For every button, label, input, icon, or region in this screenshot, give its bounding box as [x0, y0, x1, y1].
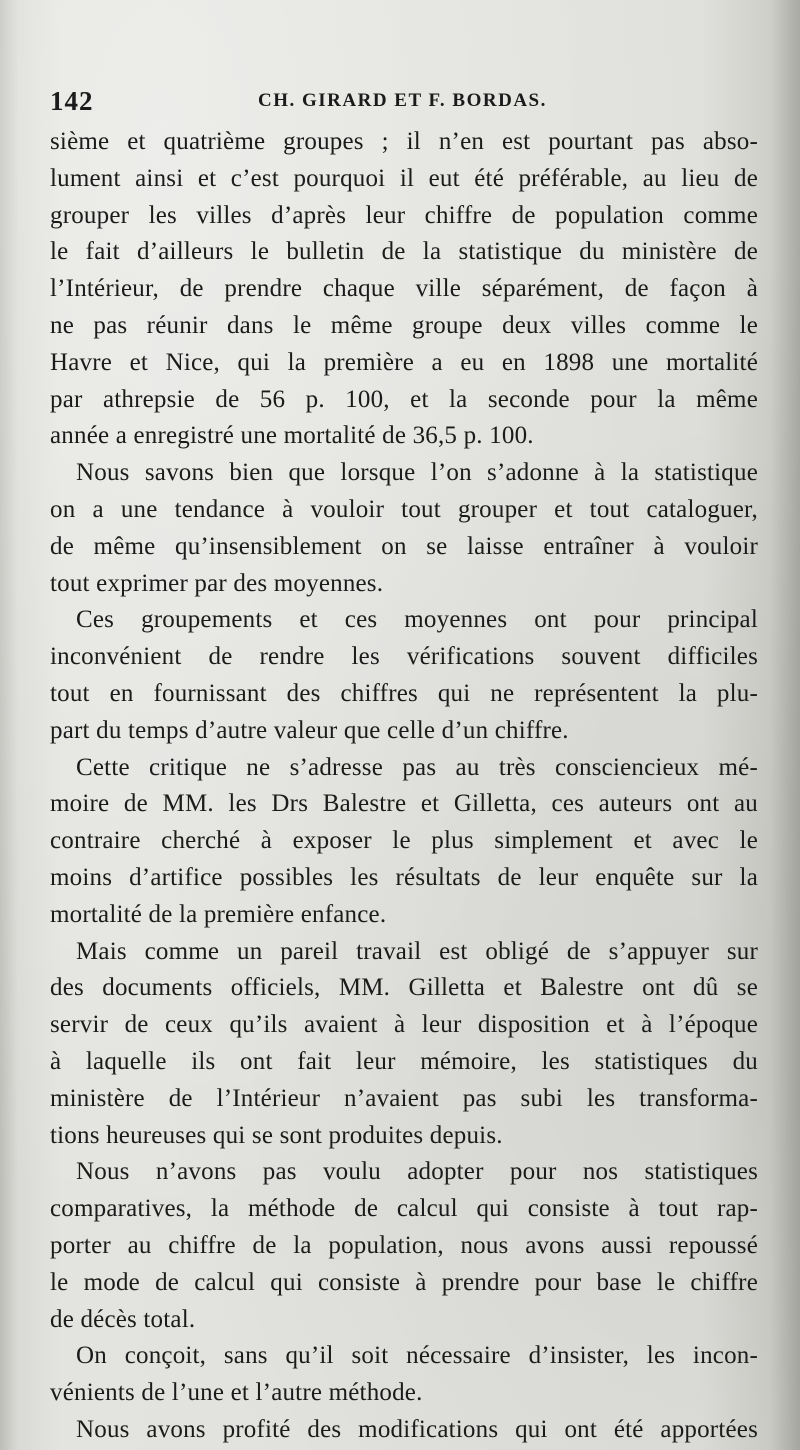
text-line: à laquelle ils ont fait leur mémoire, les statistiques du [50, 1047, 758, 1075]
text-line: de décès total. [50, 1305, 196, 1333]
text-line: tions heureuses qui se sont produites depuis. [50, 1121, 503, 1149]
text-line: ministère de l’Intérieur n’avaient pas subi les transforma- [50, 1084, 758, 1112]
text-line: comparatives, la méthode de calcul qui consiste à tout rap- [50, 1195, 758, 1223]
text-line: moins d’artifice possibles les résultats de leur enquête sur la [50, 863, 758, 891]
text-line: on a une tendance à vouloir tout grouper et tout cataloguer, [50, 495, 758, 523]
text-line: par athrepsie de 56 p. 100, et la seconde pour la même [50, 385, 758, 413]
text-line: Havre et Nice, qui la première a eu en 1898 une mortalité [50, 348, 758, 376]
text-line: l’Intérieur, de prendre chaque ville séparément, de façon à [50, 275, 758, 303]
text-line: des documents officiels, MM. Gilletta et Balestre ont dû se [50, 974, 758, 1002]
text-line: inconvénient de rendre les vérifications souvent difficiles [50, 643, 758, 671]
text-line: Nous n’avons pas voulu adopter pour nos statistiques [76, 1158, 758, 1186]
text-line: lument ainsi et c’est pourquoi il eut été préférable, au lieu de [50, 164, 758, 192]
text-line: Nous savons bien que lorsque l’on s’adonne à la statistique [76, 459, 758, 487]
text-line: moire de MM. les Drs Balestre et Gilletta, ces auteurs ont au [50, 790, 758, 818]
text-line: On conçoit, sans qu’il soit nécessaire d’insister, les incon- [76, 1342, 758, 1370]
text-line: Mais comme un pareil travail est obligé de s’appuyer sur [76, 937, 758, 965]
text-line: le fait d’ailleurs le bulletin de la statistique du ministère de [50, 238, 758, 266]
text-line: part du temps d’autre valeur que celle d’un chiffre. [50, 716, 569, 744]
page-header [50, 86, 760, 116]
text-line: année a enregistré une mortalité de 36,5 p. 100. [50, 422, 534, 450]
text-line: tout en fournissant des chiffres qui ne représentent la plu- [50, 679, 758, 707]
text-line: le mode de calcul qui consiste à prendre pour base le chiffre [50, 1268, 758, 1296]
text-line: grouper les villes d’après leur chiffre de population comme [50, 201, 758, 229]
text-line: Cette critique ne s’adresse pas au très consciencieux mé- [76, 753, 758, 781]
text-line: porter au chiffre de la population, nous avons aussi repoussé [50, 1231, 758, 1259]
text-line: sième et quatrième groupes ; il n’en est pourtant pas abso- [50, 128, 758, 155]
running-head: CH. GIRARD ET F. BORDAS. [258, 90, 547, 111]
text-line: contraire cherché à exposer le plus simplement et avec le [50, 827, 758, 855]
page-number: 142 [50, 86, 94, 116]
text-line: vénients de l’une et l’autre méthode. [50, 1379, 423, 1407]
text-line: Nous avons profité des modifications qui ont été apportées [76, 1415, 758, 1443]
text-line: Ces groupements et ces moyennes ont pour principal [76, 606, 758, 634]
text-line: ne pas réunir dans le même groupe deux villes comme le [50, 311, 758, 339]
text-line: servir de ceux qu’ils avaient à leur disposition et à l’époque [50, 1011, 758, 1039]
text-line: mortalité de la première enfance. [50, 900, 387, 928]
body-text [50, 124, 758, 1449]
text-line: tout exprimer par des moyennes. [50, 569, 384, 597]
text-line: de même qu’insensiblement on se laisse entraîner à vouloir [50, 532, 758, 560]
